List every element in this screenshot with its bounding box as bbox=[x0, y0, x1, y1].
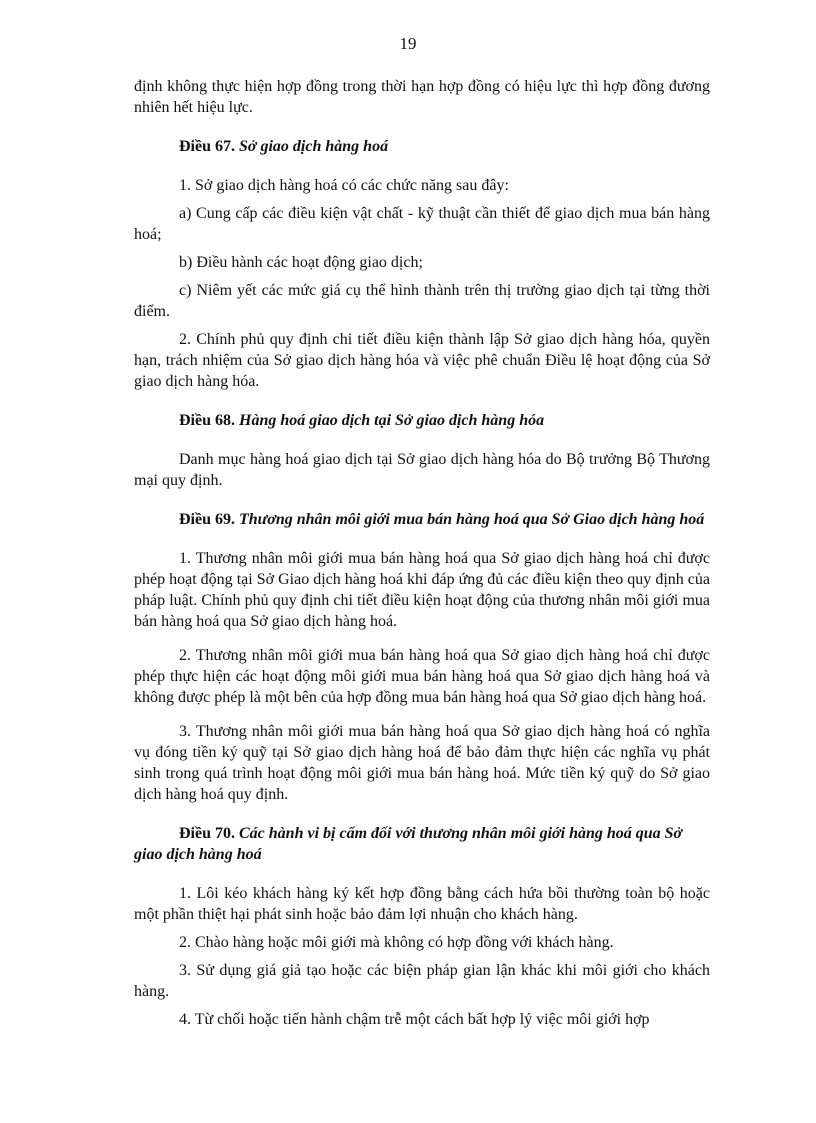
article-67-label: Điều 67. bbox=[179, 138, 235, 155]
article-70-title: Các hành vi bị cấm đối với thương nhân môi giới hàng hoá qua Sở giao dịch hàng hoá bbox=[134, 825, 683, 863]
article-69-label: Điều 69. bbox=[179, 511, 235, 528]
article-68-heading bbox=[134, 410, 710, 431]
article-69-title: Thương nhân môi giới mua bán hàng hoá qua Sở Giao dịch hàng hoá bbox=[239, 511, 705, 528]
article-68-paragraph: Danh mục hàng hoá giao dịch tại Sở giao dịch hàng hóa do Bộ trưởng Bộ Thương mại quy định. bbox=[134, 451, 710, 489]
article-69-clause-1: 1. Thương nhân môi giới mua bán hàng hoá qua Sở giao dịch hàng hoá chỉ được phép hoạt động tại Sở Giao dịch hàng hoá khi đáp ứng đủ các điều kiện theo quy định của pháp luật. Chính phủ quy định chi tiết điều kiện hoạt động của thương nhân môi giới mua bán hàng hoá qua Sở giao dịch hàng hoá. bbox=[134, 550, 710, 630]
article-70-clause-3: 3. Sử dụng giá giả tạo hoặc các biện pháp gian lận khác khi môi giới cho khách hàng. bbox=[134, 962, 710, 1000]
article-70-heading bbox=[134, 823, 710, 865]
article-68-label: Điều 68. bbox=[179, 412, 235, 429]
article-67-title: Sở giao dịch hàng hoá bbox=[239, 138, 389, 155]
article-70-clause-2: 2. Chào hàng hoặc môi giới mà không có hợp đồng với khách hàng. bbox=[179, 934, 614, 951]
continuation-paragraph: định không thực hiện hợp đồng trong thời hạn hợp đồng có hiệu lực thì hợp đồng đương nhiên hết hiệu lực. bbox=[134, 78, 710, 116]
page-number: 19 bbox=[399, 34, 417, 53]
article-68-title: Hàng hoá giao dịch tại Sở giao dịch hàng hóa bbox=[239, 412, 545, 429]
article-67-clause-2: 2. Chính phủ quy định chi tiết điều kiện thành lập Sở giao dịch hàng hóa, quyền hạn, trách nhiệm của Sở giao dịch hàng hóa và việc phê chuẩn Điều lệ hoạt động của Sở giao dịch hàng hóa. bbox=[134, 331, 710, 390]
article-67-point-c: c) Niêm yết các mức giá cụ thể hình thành trên thị trường giao dịch tại từng thời điểm. bbox=[134, 282, 710, 320]
article-69-heading bbox=[134, 509, 710, 530]
document-body bbox=[134, 76, 710, 1030]
article-70-label: Điều 70. bbox=[179, 825, 235, 842]
article-67-heading bbox=[134, 136, 710, 157]
article-70-clause-4: 4. Từ chối hoặc tiến hành chậm trễ một cách bất hợp lý việc môi giới hợp bbox=[179, 1011, 650, 1028]
article-67-point-a: a) Cung cấp các điều kiện vật chất - kỹ thuật cần thiết để giao dịch mua bán hàng hoá; bbox=[134, 205, 710, 243]
article-67-point-b: b) Điều hành các hoạt động giao dịch; bbox=[179, 254, 423, 271]
article-67-clause-1: 1. Sở giao dịch hàng hoá có các chức năng sau đây: bbox=[179, 177, 509, 194]
article-70-clause-1: 1. Lôi kéo khách hàng ký kết hợp đồng bằng cách hứa bồi thường toàn bộ hoặc một phần thiệt hại phát sinh hoặc bảo đảm lợi nhuận cho khách hàng. bbox=[134, 885, 710, 923]
article-69-clause-3: 3. Thương nhân môi giới mua bán hàng hoá qua Sở giao dịch hàng hoá có nghĩa vụ đóng tiền ký quỹ tại Sở giao dịch hàng hoá để bảo đảm thực hiện các nghĩa vụ phát sinh trong quá trình hoạt động môi giới mua bán hàng hoá. Mức tiền ký quỹ do Sở giao dịch hàng hoá quy định. bbox=[134, 723, 710, 803]
article-69-clause-2: 2. Thương nhân môi giới mua bán hàng hoá qua Sở giao dịch hàng hoá chỉ được phép thực hiện các hoạt động môi giới mua bán hàng hoá qua Sở giao dịch hàng hoá và không được phép là một bên của hợp đồng mua bán hàng hoá qua Sở giao dịch hàng hoá. bbox=[134, 647, 710, 706]
